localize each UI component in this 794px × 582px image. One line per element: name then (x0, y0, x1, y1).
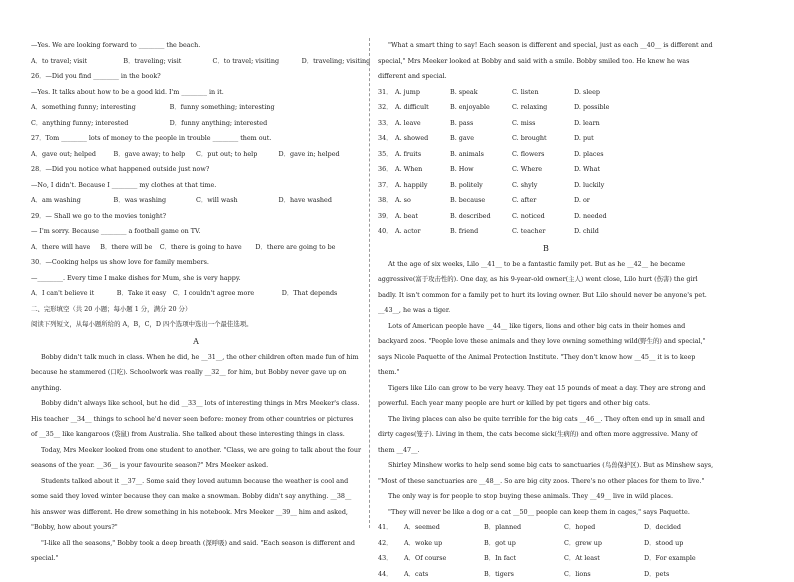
q26-options-row2 (31, 116, 361, 132)
option-a: A．I can't believe it (31, 286, 117, 302)
option-d: D．funny anything; interested (170, 116, 361, 132)
option-a: A．something funny; interesting (31, 100, 170, 116)
q29-stem: 29．— Shall we go to the movies tonight? (31, 209, 361, 225)
column-divider (369, 38, 370, 528)
cloze-option: C. flowers (512, 147, 574, 163)
option-c: C．will wash (196, 193, 279, 209)
passage-b-label: B (378, 240, 714, 257)
cloze-option-row (378, 116, 714, 132)
question-number: 40． (378, 224, 395, 240)
option-b: B．traveling; visit (123, 54, 212, 70)
passage-b-paragraph: At the age of six weeks, Lilo __41__ to be a fantastic family pet. But as he __42__ he became aggressive(富于攻击性的). One day, as his 9-year-old owner(主人) went close, Lilo hurt (伤害) the girl badly. It isn't common for a family pet to hurt its loving owner. But Lilo should never be anyone's pet. __43__, he was a tiger. (378, 257, 714, 319)
passage-a-ending: "What a smart thing to say! Each season is different and special, just as each __40__ is different and special," Mrs Meeker looked at Bobby and said with a smile. Bobby smiled too. He knew he was different and special. (378, 38, 714, 85)
cloze-option: C. noticed (512, 209, 574, 225)
cloze-option: C．lions (564, 567, 644, 582)
passage-a-paragraph: Students talked about it __37__. Some said they loved autumn because the weather is cool and some said they loved winter because they can make a snowman. Bobby didn't say anything. __38__ his answer was different. He drew something in his notebook. Mrs Meeker __39__ him and asked, "Bobby, how about yours?" (31, 474, 361, 536)
cloze-option: B. friend (450, 224, 512, 240)
cloze-option-row (378, 85, 714, 101)
option-d: D．have washed (279, 193, 362, 209)
q27-options (31, 147, 361, 163)
cloze-option: A. fruits (395, 147, 450, 163)
q28-line2: —No, I didn't. Because I ________ my clothes at that time. (31, 178, 361, 194)
cloze-option-row (378, 567, 714, 582)
cloze-option: B．planned (484, 520, 564, 536)
option-d: D．gave in; helped (279, 147, 362, 163)
cloze-option-row (378, 536, 714, 552)
left-column (31, 38, 361, 567)
cloze-option-row (378, 193, 714, 209)
option-d: D．traveling; visiting (302, 54, 361, 70)
passage-b-paragraph: "They will never be like a dog or a cat __50__ people can keep them in cages," says Paquette. (378, 505, 714, 521)
option-c: C．put out; to help (196, 147, 279, 163)
question-number: 38． (378, 193, 395, 209)
q26-line2: —Yes. It talks about how to be a good kid. I'm ________ in it. (31, 85, 361, 101)
cloze-option: B. because (450, 193, 512, 209)
cloze-option: A. beat (395, 209, 450, 225)
passage-b-paragraph: Lots of American people have __44__ like tigers, lions and other big cats in their homes and backyard zoos. "People love these animals and they love owning something wild(野生的) and special," says Nicole Paquette of the Animal Protection Institute. "They don't know how __45__ it is to keep them." (378, 319, 714, 381)
cloze-option: D. possible (574, 100, 636, 116)
q27-stem: 27．Tom ________ lots of money to the people in trouble ________ them out. (31, 131, 361, 147)
cloze-option-row (378, 147, 714, 163)
cloze-option-row (378, 131, 714, 147)
passage-a-paragraph: Bobby didn't talk much in class. When he did, he __31__, the other children often made fun of him because he stammered (口吃). Schoolwork was really __32__ for him, but Bobby never gave up on anything. (31, 350, 361, 397)
cloze-option: A. actor (395, 224, 450, 240)
cloze-option: A. jump (395, 85, 450, 101)
cloze-option: D．decided (644, 520, 704, 536)
cloze-option: C. Where (512, 162, 574, 178)
option-b: B．was washing (114, 193, 197, 209)
cloze-option: A. happily (395, 178, 450, 194)
cloze-option: B．got up (484, 536, 564, 552)
cloze-option: B. politely (450, 178, 512, 194)
cloze-option: A. showed (395, 131, 450, 147)
cloze-option: B. animals (450, 147, 512, 163)
option-c: C．anything funny; interested (31, 116, 170, 132)
q28-options (31, 193, 361, 209)
question-number: 43． (378, 551, 404, 567)
question-number: 41． (378, 520, 404, 536)
question-number: 37． (378, 178, 395, 194)
option-a: A．am washing (31, 193, 114, 209)
cloze-option: B．tigers (484, 567, 564, 582)
cloze-option: B. speak (450, 85, 512, 101)
cloze-option: C. relaxing (512, 100, 574, 116)
q30-options (31, 286, 361, 302)
q28-stem: 28．—Did you notice what happened outside just now? (31, 162, 361, 178)
cloze-option-row (378, 100, 714, 116)
option-b: B．Take it easy (117, 286, 173, 302)
question-number: 36． (378, 162, 395, 178)
q30-line2: —________. Every time I make dishes for Mum, she is very happy. (31, 271, 361, 287)
section-instructions: 阅读下列短文，从每小题所给的 A，B，C，D 四个选项中选出一个最佳选项。 (31, 317, 361, 333)
cloze-option: A. When (395, 162, 450, 178)
cloze-option: D．stood up (644, 536, 704, 552)
passage-a-label: A (31, 333, 361, 350)
option-d: D．there are going to be (255, 240, 361, 256)
cloze-option: B. gave (450, 131, 512, 147)
cloze-option: A．woke up (404, 536, 484, 552)
cloze-option-row (378, 224, 714, 240)
question-number: 32． (378, 100, 395, 116)
cloze-option: B．In fact (484, 551, 564, 567)
option-b: B．gave away; to help (114, 147, 197, 163)
cloze-option: C．At least (564, 551, 644, 567)
cloze-option: D. sleep (574, 85, 636, 101)
cloze-option: D. learn (574, 116, 636, 132)
question-number: 42． (378, 536, 404, 552)
cloze-option: D. places (574, 147, 636, 163)
cloze-option: A．Of course (404, 551, 484, 567)
q25-continuation: —Yes. We are looking forward to ________ the beach. (31, 38, 361, 54)
cloze-option-row (378, 520, 714, 536)
cloze-option: C．grew up (564, 536, 644, 552)
cloze-option: A. difficult (395, 100, 450, 116)
cloze-option: B. How (450, 162, 512, 178)
q26-stem: 26．—Did you find ________ in the book? (31, 69, 361, 85)
right-column (378, 38, 714, 582)
question-number: 34． (378, 131, 395, 147)
passage-a-paragraph: Bobby didn't always like school, but he did __33__ lots of interesting things in Mrs Meeker's class. His teacher __34__ things to school he'd never seen before: money from other countries or pictures of __35__ like kangaroos (袋鼠) from Australia. She talked about these interesting things in class. (31, 396, 361, 443)
cloze-option: A．cats (404, 567, 484, 582)
cloze-option: C. shyly (512, 178, 574, 194)
q29-line2: — I'm sorry. Because ________ a football game on TV. (31, 224, 361, 240)
option-b: B．funny something; interesting (170, 100, 361, 116)
q29-options (31, 240, 361, 256)
option-a: A．gave out; helped (31, 147, 114, 163)
section-heading: 二、完形填空（共 20 小题；每小题 1 分，满分 20 分） (31, 302, 361, 318)
cloze-option: A．seemed (404, 520, 484, 536)
cloze-option: C. listen (512, 85, 574, 101)
cloze-b-options (378, 520, 714, 582)
cloze-option: B. described (450, 209, 512, 225)
cloze-option: B. pass (450, 116, 512, 132)
question-number: 33． (378, 116, 395, 132)
option-a: A．there will have (31, 240, 100, 256)
cloze-option: D. or (574, 193, 636, 209)
cloze-option: D．For example (644, 551, 704, 567)
passage-b-paragraph: The living places can also be quite terrible for the big cats __46__. They often end up in small and dirty cages(笼子). Living in them, the cats become sick(生病的) and often more aggressive. Many of them __47__. (378, 412, 714, 459)
question-number: 31． (378, 85, 395, 101)
passage-b-paragraph: The only way is for people to stop buying these animals. They __49__ live in wild places. (378, 489, 714, 505)
cloze-option: C. after (512, 193, 574, 209)
cloze-option: C. brought (512, 131, 574, 147)
q25-options (31, 54, 361, 70)
cloze-option-row (378, 178, 714, 194)
cloze-option: C. teacher (512, 224, 574, 240)
cloze-option: D．pets (644, 567, 704, 582)
option-a: A．to travel; visit (31, 54, 123, 70)
option-d: D．That depends (282, 286, 361, 302)
option-c: C．to travel; visiting (212, 54, 301, 70)
q30-stem: 30．—Cooking helps us show love for family members. (31, 255, 361, 271)
cloze-option-row (378, 162, 714, 178)
option-b: B．there will be (100, 240, 159, 256)
option-c: C．I couldn't agree more (173, 286, 282, 302)
cloze-option-row (378, 209, 714, 225)
passage-a-paragraph: "I-like all the seasons," Bobby took a deep breath (深呼吸) and said. "Each season is different and special." (31, 536, 361, 567)
cloze-a-options (378, 85, 714, 240)
question-number: 35． (378, 147, 395, 163)
cloze-option-row (378, 551, 714, 567)
cloze-option: C．hoped (564, 520, 644, 536)
cloze-option: A. so (395, 193, 450, 209)
cloze-option: C. miss (512, 116, 574, 132)
question-number: 39． (378, 209, 395, 225)
cloze-option: D. child (574, 224, 636, 240)
cloze-option: B. enjoyable (450, 100, 512, 116)
cloze-option: D. put (574, 131, 636, 147)
option-c: C．there is going to have (160, 240, 256, 256)
passage-a-paragraph: Today, Mrs Meeker looked from one student to another. "Class, we are going to talk about the four seasons of the year. __36__ is your favourite season?" Mrs Meeker asked. (31, 443, 361, 474)
cloze-option: D. What (574, 162, 636, 178)
passage-b-paragraph: Tigers like Lilo can grow to be very heavy. They eat 15 pounds of meat a day. They are strong and powerful. Each year many people are hurt or killed by pet tigers and other big cats. (378, 381, 714, 412)
cloze-option: D. luckily (574, 178, 636, 194)
cloze-option: D. needed (574, 209, 636, 225)
passage-b-paragraph: Shirley Minshew works to help send some big cats to sanctuaries (鸟兽保护区). But as Minshew says, "Most of these sanctuaries are __48__. So are big city zoos. There's no other places for them to live." (378, 458, 714, 489)
cloze-option: A. leave (395, 116, 450, 132)
q26-options-row1 (31, 100, 361, 116)
question-number: 44． (378, 567, 404, 582)
